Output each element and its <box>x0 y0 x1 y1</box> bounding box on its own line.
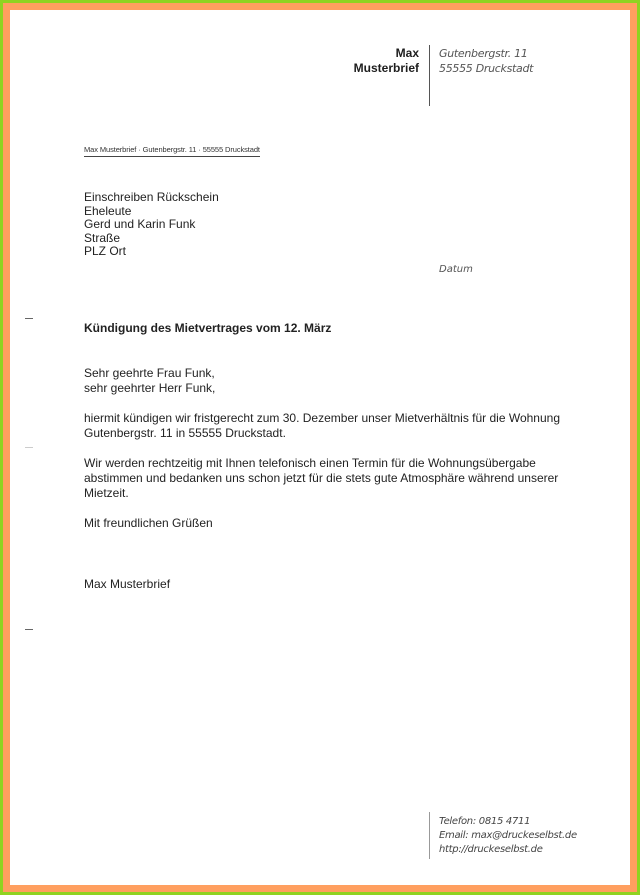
subject-line: Kündigung des Mietvertrages vom 12. März <box>84 321 332 335</box>
recipient-line: Straße <box>84 230 121 245</box>
recipient-line: PLZ Ort <box>84 244 127 259</box>
salutation-line-2: sehr geehrter Herr Funk, <box>84 381 216 395</box>
footer-contact <box>439 815 577 857</box>
recipient-address-block <box>84 191 219 259</box>
footer-phone: Telefon: 0815 4711 <box>439 816 531 827</box>
sender-name <box>330 46 419 76</box>
fold-mark-bottom <box>25 629 33 630</box>
sender-address <box>439 46 533 76</box>
hole-punch-mark <box>25 447 33 448</box>
letterhead-divider <box>429 45 430 106</box>
footer-email: Email: max@druckeselbst.de <box>439 830 577 841</box>
date-field: Datum <box>439 264 473 275</box>
paragraph-line: abstimmen und bedanken uns schon jetzt für die stets gute Atmosphäre während unserer <box>84 471 559 485</box>
body-paragraph-1 <box>84 411 584 441</box>
footer-website: http://druckeselbst.de <box>439 844 543 855</box>
paragraph-line: Gutenbergstr. 11 in 55555 Druckstadt. <box>84 426 286 440</box>
recipient-line: Gerd und Karin Funk <box>84 217 196 232</box>
paragraph-line: hiermit kündigen wir fristgerecht zum 30. Dezember unser Mietverhältnis für die Wohnung <box>84 411 560 425</box>
sender-city: 55555 Druckstadt <box>439 62 534 75</box>
paragraph-line: Wir werden rechtzeitig mit Ihnen telefonisch einen Termin für die Wohnungsübergabe <box>84 456 536 470</box>
body-paragraph-2 <box>84 456 584 501</box>
recipient-line: Eheleute <box>84 203 132 218</box>
paragraph-line: Mietzeit. <box>84 486 129 500</box>
salutation <box>84 366 584 396</box>
sender-first-name: Max <box>395 46 419 60</box>
recipient-line: Einschreiben Rückschein <box>84 190 219 204</box>
letter-page <box>10 10 630 885</box>
signature: Max Musterbrief <box>84 577 171 591</box>
footer-divider <box>429 812 430 859</box>
fold-mark-top <box>25 318 33 319</box>
closing: Mit freundlichen Grüßen <box>84 516 213 530</box>
sender-last-name: Musterbrief <box>353 61 419 75</box>
return-address-line: Max Musterbrief · Gutenbergstr. 11 · 55555 Druckstadt <box>84 145 260 157</box>
salutation-line-1: Sehr geehrte Frau Funk, <box>84 366 215 380</box>
sender-street: Gutenbergstr. 11 <box>439 47 528 60</box>
